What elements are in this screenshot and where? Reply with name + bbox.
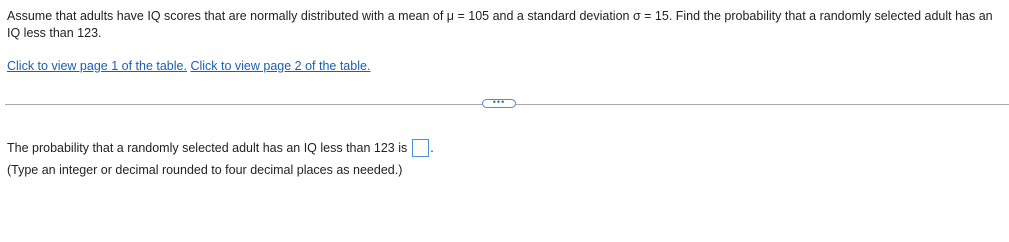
more-dots-icon: ••• [492, 96, 506, 107]
view-table-page-1-link[interactable]: Click to view page 1 of the table. [7, 59, 187, 73]
answer-suffix: . [430, 141, 434, 155]
answer-input[interactable] [412, 139, 429, 157]
answer-hint: (Type an integer or decimal rounded to four decimal places as needed.) [7, 163, 403, 177]
question-text: Assume that adults have IQ scores that are normally distributed with a mean of μ = 105 and a standard deviation σ = 15. Find the probability that a randomly selected adult has an IQ less than 123. [7, 9, 993, 40]
expand-more-button[interactable] [482, 96, 516, 108]
answer-prompt: The probability that a randomly selected adult has an IQ less than 123 is [7, 141, 408, 155]
table-links [7, 58, 370, 74]
answer-row [7, 139, 434, 157]
view-table-page-2-link[interactable]: Click to view page 2 of the table. [190, 59, 371, 73]
section-divider [5, 98, 1009, 110]
